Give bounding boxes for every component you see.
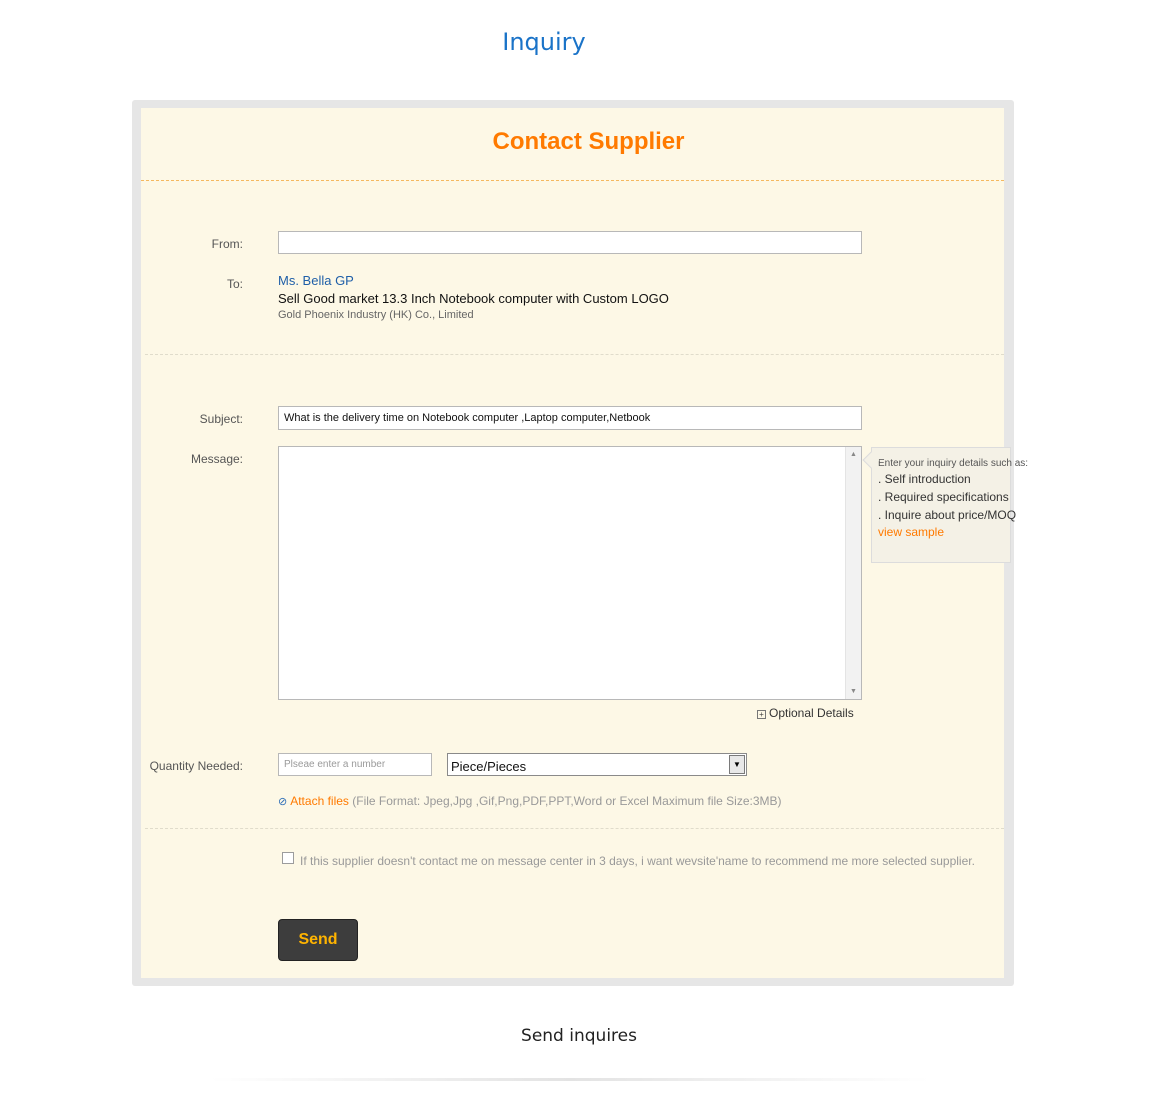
title-divider (141, 180, 1004, 181)
tip-item: . Self introduction (878, 472, 971, 486)
form-title: Contact Supplier (492, 128, 685, 155)
from-input[interactable] (278, 231, 862, 254)
plus-square-icon: + (757, 710, 766, 719)
unit-select[interactable] (447, 753, 747, 776)
tip-intro: Enter your inquiry details such as: (878, 458, 1029, 469)
subject-label: Subject: (199, 412, 243, 426)
from-label: From: (211, 237, 243, 251)
tip-item: . Required specifications (878, 490, 1009, 504)
section-divider (145, 828, 1004, 829)
page-title: Inquiry (502, 28, 586, 56)
scroll-up-icon[interactable]: ▲ (850, 451, 857, 458)
recommend-checkbox[interactable] (282, 852, 294, 864)
section-divider (145, 354, 1004, 355)
supplier-contact-name[interactable]: Ms. Bella GP (278, 273, 354, 288)
triangle-down-icon[interactable]: ▼ (729, 755, 745, 774)
message-textarea[interactable] (278, 446, 862, 700)
tip-pointer (863, 452, 880, 469)
to-label: To: (226, 277, 243, 291)
bottom-divider (210, 1078, 930, 1081)
inquiry-tip (871, 447, 1029, 563)
optional-details-label: Optional Details (769, 706, 854, 720)
send-button[interactable]: Send (278, 919, 358, 961)
attach-files-link[interactable]: Attach files (290, 794, 349, 808)
contact-supplier-panel (141, 108, 1029, 978)
subject-input[interactable]: What is the delivery time on Notebook computer ,Laptop computer,Netbook (278, 406, 862, 430)
attach-note: (File Format: Jpeg,Jpg ,Gif,Png,PDF,PPT,Word or Excel Maximum file Size:3MB) (352, 794, 782, 808)
unit-selected-value: Piece/Pieces (451, 759, 527, 774)
quantity-input[interactable]: Plseae enter a number (278, 753, 432, 776)
view-sample-link[interactable]: view sample (878, 525, 945, 539)
tip-item: . Inquire about price/MOQ (878, 508, 1017, 522)
scroll-down-icon[interactable]: ▼ (850, 688, 857, 695)
paperclip-icon: ⊘ (278, 796, 288, 808)
recommend-label: If this supplier doesn't contact me on message center in 3 days, i want wevsite'name to recommend me more selected supplier. (300, 854, 975, 868)
quantity-label: Quantity Needed: (149, 759, 243, 773)
message-scrollbar[interactable] (845, 447, 861, 699)
message-label: Message: (190, 452, 243, 466)
optional-details-toggle[interactable] (757, 706, 854, 720)
supplier-company: Gold Phoenix Industry (HK) Co., Limited (278, 309, 474, 321)
attach-files-row (278, 794, 782, 808)
product-name: Sell Good market 13.3 Inch Notebook computer with Custom LOGO (278, 291, 669, 306)
caption: Send inquires (521, 1026, 637, 1046)
